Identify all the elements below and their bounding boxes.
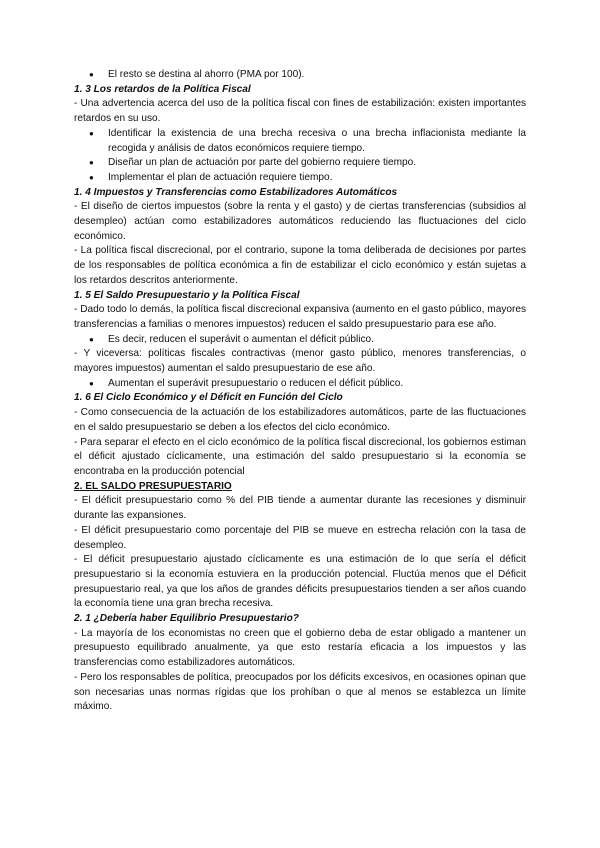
- bullet-list: [74, 333, 526, 348]
- bullet-item: ● Implementar el plan de actuación requiere tiempo.: [74, 171, 526, 186]
- bullet-list: [74, 68, 526, 83]
- paragraph: - Para separar el efecto en el ciclo económico de la política fiscal discrecional, los gobiernos estiman el déficit ajustado cíclicamente, una estimación del saldo presupuestario si la economía se encontraba en la producción potencial: [74, 436, 526, 477]
- section-heading: 1. 3 Los retardos de la Política Fiscal: [74, 83, 251, 95]
- bullet-item: ● El resto se destina al ahorro (PMA por 100).: [74, 68, 526, 83]
- paragraph: - Como consecuencia de la actuación de los estabilizadores automáticos, parte de las fluctuaciones en el saldo presupuestario se deben a los efectos del ciclo económico.: [74, 407, 526, 433]
- paragraph: - Dado todo lo demás, la política fiscal discrecional expansiva (aumento en el gasto público, mayores transferencias a familias o menores impuestos) reducen el saldo presupuestario para ese año.: [74, 304, 526, 330]
- section-heading: 2. 1 ¿Debería haber Equilibrio Presupuestario?: [74, 613, 299, 625]
- section-heading: 1. 5 El Saldo Presupuestario y la Política Fiscal: [74, 289, 300, 301]
- section-heading: 1. 6 El Ciclo Económico y el Déficit en Función del Ciclo: [74, 392, 343, 404]
- bullet-list: [74, 127, 526, 186]
- bullet-item: ● Diseñar un plan de actuación por parte del gobierno requiere tiempo.: [74, 156, 526, 171]
- document-body: [74, 68, 526, 715]
- bullet-item: ● Es decir, reducen el superávit o aumentan el déficit público.: [74, 333, 526, 348]
- bullet-item: ● Identificar la existencia de una brecha recesiva o una brecha inflacionista mediante la recogida y análisis de datos económicos requiere tiempo.: [74, 127, 526, 156]
- bullet-item: ● Aumentan el superávit presupuestario o reducen el déficit público.: [74, 377, 526, 392]
- paragraph: - El déficit presupuestario como % del PIB tiende a aumentar durante las recesiones y disminuir durante las expansiones.: [74, 495, 526, 522]
- paragraph: - El déficit presupuestario ajustado cíclicamente es una estimación de lo que sería el déficit presupuestario si la economía estuviera en la producción potencial. Fluctúa menos que el Déficit presupuestario real, ya que los años de grandes déficits presupuestarios tienden a ser años cuando la economía tiene una gran brecha recesiva.: [74, 554, 526, 610]
- paragraph: - La política fiscal discrecional, por el contrario, supone la toma deliberada de decisiones por partes de los responsables de política económica a fin de estabilizar el ciclo económico y están sujetas a los retardos descritos anteriormente.: [74, 245, 526, 286]
- paragraph: - Una advertencia acerca del uso de la política fiscal con fines de estabilización: existen importantes retardos en su uso.: [74, 98, 526, 125]
- chapter-heading: 2. EL SALDO PRESUPUESTARIO: [74, 480, 232, 492]
- paragraph: - El déficit presupuestario como porcentaje del PIB se mueve en estrecha relación con la tasa de desempleo.: [74, 524, 526, 551]
- paragraph: - Pero los responsables de política, preocupados por los déficits excesivos, en ocasiones opinan que son necesarias unas normas rígidas que los prohíban o que al menos se establezca un límite máximo.: [74, 671, 526, 713]
- paragraph: - La mayoría de los economistas no creen que el gobierno deba de estar obligado a mantener un presupuesto equilibrado anualmente, ya que esto restaría eficacia a los impuestos y las transferencias como estabilizadores automáticos.: [74, 627, 526, 669]
- paragraph: - Y viceversa: políticas fiscales contractivas (menor gasto público, menores transferencias, o mayores impuestos) aumentan el saldo presupuestario de ese año.: [74, 348, 526, 375]
- paragraph: - El diseño de ciertos impuestos (sobre la renta y el gasto) y de ciertas transferencias (subsidios al desempleo) actúan como estabilizadores automáticos reduciendo las fluctuaciones del ciclo económico.: [74, 201, 526, 242]
- section-heading: 1. 4 Impuestos y Transferencias como Estabilizadores Automáticos: [74, 186, 398, 198]
- bullet-list: [74, 377, 526, 392]
